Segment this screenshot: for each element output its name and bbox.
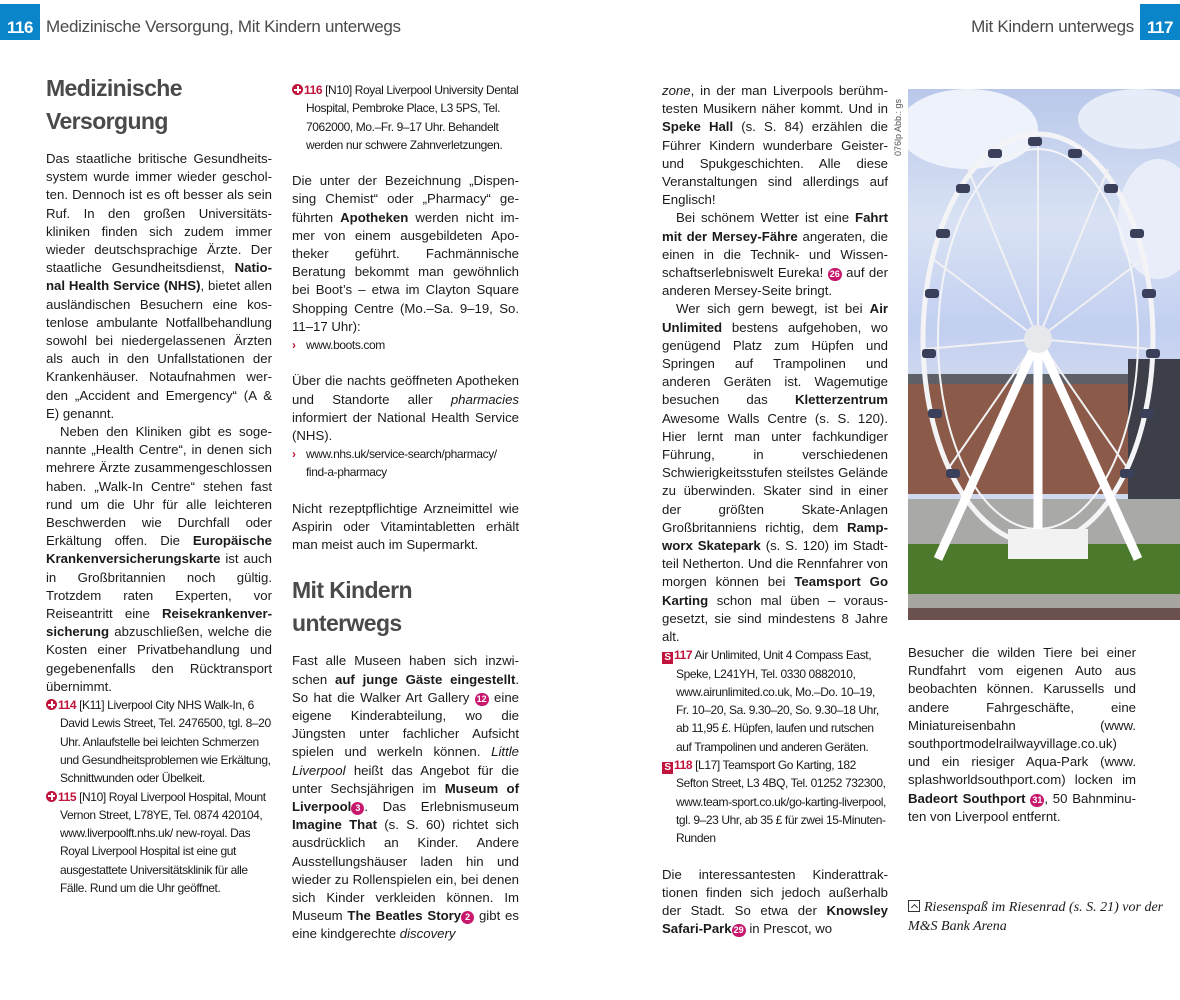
text: heißt das Angebot für die unter Sechsjährigen im [292, 762, 519, 796]
column-4 [908, 644, 1136, 826]
italic-term: discovery [399, 926, 456, 942]
bold-term: Europäische Krankenversicherungskarte [46, 533, 272, 567]
chevron-right-icon: › [292, 447, 296, 462]
text: abzuschließen, welche die Kosten einer Privatbehandlung und gegebenenfalls den Rücktransport übernimmt. [46, 624, 272, 694]
bold-term: Imagine That [292, 817, 377, 833]
text: Über die nachts geöffneten Apotheken und Standorte aller [292, 373, 519, 407]
paragraph [662, 300, 888, 646]
bold-term: Rampworx Skatepark [662, 519, 888, 554]
entry-text: [N10] Royal Liverpool University Dental Hospital, Pembroke Place, L3 5PS, Tel. 7062000, Mo.–Fr. 9–17 Uhr. Behandelt werden nur schwere Zahnverletzungen. [306, 83, 519, 152]
text: in Prescot, wo [745, 921, 833, 937]
entry-text: [N10] Royal Liverpool Hospital, Mount Vernon Street, L78YE, Tel. 0874 420104, www.liverpoolft.nhs.uk/ new-royal. Das Royal Liverpool Hospital ist eine gut ausgestattete Universitätsklinik für alle Fälle. Rund um die Uhr geöffnet. [60, 789, 266, 896]
column-1 [46, 72, 272, 897]
entry-text: [K11] Liverpool City NHS Walk-In, 6 David Lewis Street, Tel. 2476500, tgl. 8–20 Uhr. Anlaufstelle bei leichten Schmerzen und Gesundheitsproblemen wie Erkältung, Schnittwunden oder Übelkeit. [60, 698, 271, 786]
column-3 [662, 82, 888, 938]
paragraph [292, 172, 519, 336]
text: Besucher die wilden Tiere bei einer Rundfahrt vom eigenen Auto aus beobachten können. Karussells und andere Fahrgeschäfte, eine Miniatureisenbahn (www. southportmodelrailwayvillage.co.uk) und ein riesiger Aqua-Park (www. splashworldsouthport.com) locken im [908, 645, 1136, 788]
entry-text: Air Unlimited, Unit 4 Compass East, Speke, L241YH, Tel. 0330 0882010, www.airunlimited.co.uk, Mo.–Do. 10–19, Fr. 10–20, Sa. 9.30–20, So. 9.30–18 Uhr, ab 11,95 £. Hüpfen, laufen und rutschen auf Trampolinen und anderen Geräten. [676, 648, 879, 754]
info-entry-115 [46, 788, 272, 898]
text: , bietet allen ausländischen Besuchern eine kostenlose ambulante Notfallbehandlung sowohl bei niedergelassenen Ärzten als auch in den Unfallstationen der Krankenhäuser. Notaufnahmen werden „Accident and Emergency“ (A & E) genannt. [46, 278, 273, 421]
italic-term: Little Liverpool [292, 744, 519, 778]
entry-number: 116 [304, 83, 323, 97]
entry-number: 117 [674, 648, 693, 663]
text: gibt es eine kindgerechte [292, 908, 519, 942]
bold-term: Air Unlimited [662, 301, 888, 335]
text: . So hat die Walker Art Gallery [292, 671, 520, 705]
text: , 50 Bahnminuten von Liverpool entfernt. [908, 790, 1136, 824]
entry-number: 115 [58, 789, 77, 804]
text: auf der anderen Mersey-Seite bringt. [662, 265, 888, 299]
sport-s-icon: S [662, 762, 673, 774]
text: Neben den Kliniken gibt es sogenannte „Health Centre“, in denen sich mehrere Ärzte zusammengeschlossen haben. „Walk-In Centre“ stehen fast rund um die Uhr für alle leichteren Beschwerden wie Durchfall oder Erkältung offen. Die [46, 424, 272, 549]
ferris-wheel-photo [908, 89, 1180, 620]
section-heading-medical [46, 72, 272, 138]
running-title-left: Medizinische Versorgung, Mit Kindern unterwegs [46, 17, 401, 36]
text: Die interessantesten Kinderattraktionen finden sich jedoch außerhalb der Stadt. So etwa der [662, 866, 888, 918]
text: Bei schönem Wetter ist eine [676, 210, 856, 226]
bold-term: Knowsley Safari-Park [662, 902, 888, 937]
link-text[interactable]: www.nhs.uk/service-search/pharmacy/ find-a-pharmacy [306, 447, 497, 480]
bold-term: Apotheken [340, 209, 409, 225]
heading-line-1: Medizinische [46, 75, 182, 101]
entry-number: 118 [674, 758, 693, 773]
text: Wer sich gern bewegt, ist bei [676, 301, 870, 317]
ferris-wheel-illustration [908, 89, 1180, 620]
bold-term: Teamsport Go Karting [662, 574, 888, 608]
map-marker-badge: 26 [829, 269, 840, 280]
column-2 [292, 81, 519, 944]
bold-term: Reisekrankenversicherung [46, 606, 272, 640]
bold-term: Speke Hall [662, 119, 734, 135]
paragraph [46, 150, 272, 423]
bold-term: The Beatles Story [347, 908, 462, 924]
medical-plus-icon [292, 84, 303, 95]
map-marker-badge: 12 [476, 693, 487, 704]
caret-up-box-icon [908, 900, 920, 912]
text: bestens aufgehoben, wo genügend Platz zum Hüpfen und Springen auf Trampolinen und anderen Geräten ist. Wagemutige besuchen das [662, 319, 888, 408]
map-marker-badge: 3 [351, 802, 364, 815]
bold-term: National Health Service (NHS) [46, 260, 272, 294]
sport-s-icon: S [662, 652, 673, 664]
bold-term: Kletterzentrum [794, 392, 888, 408]
text: Das staatliche britische Gesundheitssystem wurde immer wieder gescholten. Dennoch ist es oft besser als sein Ruf. In den großen Universitätskliniken finden sich zudem immer wieder deutschsprachige Ärzte. Der staatliche Gesundheitsdienst, [46, 151, 272, 276]
info-entry-117 [662, 646, 888, 756]
heading-line-2: Versorgung [46, 108, 168, 134]
paragraph [292, 372, 519, 445]
text: schon mal üben – vorausgesetzt, sie sind mindestens 8 Jahre alt. [662, 592, 888, 645]
photo-credit: 076lp Abb.: gs [893, 98, 903, 156]
running-head-left [0, 0, 407, 40]
entry-number: 114 [58, 698, 77, 713]
caption-text: Riesenspaß im Riesenrad (s. S. 21) vor der M&S Bank Arena [908, 900, 1164, 934]
weblink-boots[interactable] [292, 336, 519, 354]
text: werden nicht immer von einem ausgebildeten Apotheker geführt. Fachmännische Beratung bekommt man gewöhnlich bei Boot’s – etwa im Clayton Square Shopping Centre (Mo.–Sa. 9–19, So. 11–17 Uhr): [292, 209, 519, 334]
italic-term: pharmacies [450, 391, 519, 407]
photo-caption [908, 898, 1168, 936]
page-number-right: 117 [1140, 4, 1180, 40]
paragraph [662, 209, 888, 300]
text: Die unter der Bezeichnung „Dispensing Chemist“ oder „Pharmacy“ geführten [292, 173, 519, 225]
page-number-left: 116 [0, 4, 40, 40]
text: informiert der National Health Service (NHS). [292, 409, 519, 443]
text: (s. S. 84) erzählen die Führer Kindern wunderbare Geister- und Spukgeschichten. Alle diese Veranstaltungen sind allerdings auf Englisch! [662, 119, 888, 208]
bold-term: auf junge Gäste eingestellt [335, 671, 516, 687]
text: . Das Erlebnismuseum [364, 798, 519, 814]
map-marker-badge: 2 [461, 911, 474, 924]
medical-plus-icon [46, 699, 57, 710]
paragraph [46, 423, 272, 696]
text: Awesome Walls Centre (s. S. 120). Hier lernt man unter fachkundiger Führung, in verschiedenen Schwierigkeitsstufen steilstes Gelände zu überwinden. Skater sind in einer der größten Skate-Anlagen Großbritanniens richtig, dem [662, 410, 888, 535]
text: (s. S. 60) richtet sich ausdrücklich an Kinder. Andere Ausstellungshäuser laden hin und wieder zu Rollenspielen ein, bei denen sich Kinder verkleiden können. Im Museum [292, 817, 519, 924]
weblink-nhs[interactable] [292, 445, 519, 482]
italic-term: zone [662, 83, 691, 98]
text: angeraten, die einen in die Technik- und Wissenschaftserlebniswelt Eureka! [662, 228, 888, 281]
text: ist auch in Großbritannien noch gültig. Trotzdem raten Experten, vor Reiseantritt eine [46, 551, 272, 622]
link-text[interactable]: www.boots.com [306, 338, 385, 353]
text: (s. S. 120) im Stadtteil Netherton. Und die Rennfahrer von morgen können bei [662, 538, 889, 590]
paragraph [662, 82, 888, 209]
map-marker-badge: 31 [1032, 794, 1043, 805]
medical-plus-icon [46, 791, 57, 802]
paragraph: Nicht rezeptpflichtige Arzneimittel wie Aspirin oder Vitamintabletten erhält man meist auch im Supermarkt. [292, 500, 519, 553]
info-entry-116 [292, 81, 519, 154]
bold-term: Fahrt mit der Mersey-Fähre [662, 210, 888, 244]
running-title-right: Mit Kindern unterwegs [971, 17, 1134, 36]
chevron-right-icon: › [292, 338, 296, 353]
text: eine eigene Kinderabteilung, wo die Jüngsten unter fachlicher Aufsicht spielen und werkeln können. [292, 689, 519, 760]
section-heading-children: Mit Kindern unterwegs [292, 577, 412, 637]
paragraph [292, 652, 519, 943]
running-head-right [965, 0, 1180, 40]
info-entry-118 [662, 756, 888, 847]
entry-text: [L17] Teamsport Go Karting, 182 Sefton Street, L3 4BQ, Tel. 01252 732300, www.team-sport.co.uk/go-karting-liverpool, tgl. 9–23 Uhr, ab 35 £ für zwei 15-Minuten-Runden [676, 758, 886, 846]
text: , in der man Liverpools berühmtesten Musikern näher kommt. Und in [662, 83, 888, 117]
bold-term: Badeort Southport [908, 790, 1026, 806]
map-marker-badge: 29 [733, 925, 744, 936]
paragraph [908, 644, 1136, 826]
paragraph [662, 866, 888, 939]
text: Fast alle Museen haben sich inzwischen [292, 653, 519, 687]
info-entry-114 [46, 696, 272, 787]
bold-term: Museum of Liverpool [292, 780, 519, 814]
